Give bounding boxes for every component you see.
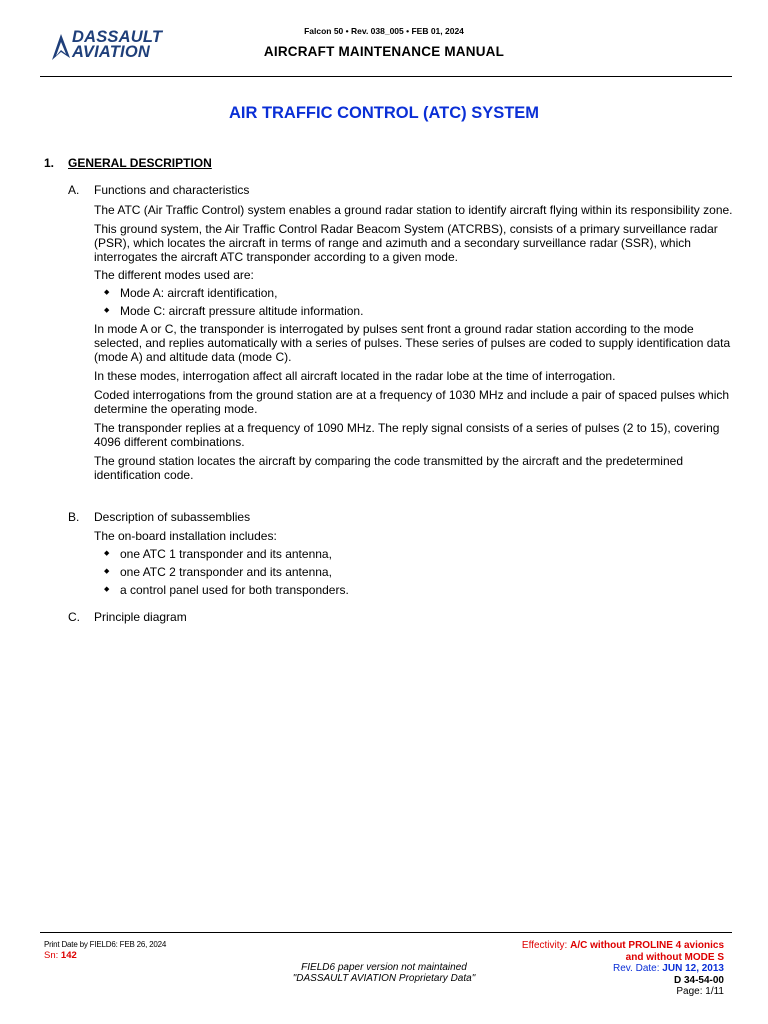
- subsection-a-title: Functions and characteristics: [94, 183, 250, 197]
- paragraph: Coded interrogations from the ground station are at a frequency of 1030 MHz and include a pair of spaced pulses which determine the operating mode.: [94, 388, 730, 416]
- footer-divider: [40, 932, 732, 933]
- proprietary-notice: FIELD6 paper version not maintained "DASSAULT AVIATION Proprietary Data": [292, 962, 476, 984]
- section-title: GENERAL DESCRIPTION: [68, 156, 212, 170]
- serial-number: [44, 950, 77, 961]
- subsection-a-body: [94, 203, 734, 482]
- serial-number-label: Sn:: [44, 950, 59, 961]
- subsection-c-title: Principle diagram: [94, 610, 187, 624]
- list-item: ◆ one ATC 2 transponder and its antenna,: [94, 565, 734, 579]
- paragraph: The transponder replies at a frequency of 1090 MHz. The reply signal consists of a series of pulses (2 to 15), covering 4096 different combinations.: [94, 421, 720, 449]
- paragraph: In mode A or C, the transponder is interrogated by pulses sent front a ground radar station according to the mode selected, and replies automatically with a series of pulses. These series of pulses are coded to supply identification data (mode A) and altitude data (mode C).: [94, 322, 731, 364]
- paragraph: The on-board installation includes:: [94, 529, 277, 543]
- revision-line: Falcon 50 • Rev. 038_005 • FEB 01, 2024: [304, 26, 464, 36]
- subsection-a-letter: A.: [68, 183, 80, 197]
- subsection-b-title: Description of subassemblies: [94, 510, 251, 524]
- print-date: Print Date by FIELD6: FEB 26, 2024: [44, 940, 167, 949]
- list-item: ◆ a control panel used for both transponders.: [94, 583, 734, 597]
- effectivity-line2: and without MODE S: [625, 951, 724, 963]
- logo-wordmark: DASSAULT AVIATION: [72, 28, 163, 61]
- section-number: 1.: [44, 156, 55, 170]
- document-reference: D 34-54-00: [673, 974, 724, 986]
- list-item: ◆ Mode A: aircraft identification,: [94, 286, 734, 300]
- paragraph: The ATC (Air Traffic Control) system enables a ground radar station to identify aircraft flying within its responsibility zone.: [94, 203, 733, 217]
- rev-date: Rev. Date: JUN 12, 2013: [613, 963, 724, 974]
- page-title: AIR TRAFFIC CONTROL (ATC) SYSTEM: [228, 104, 540, 122]
- paragraph: This ground system, the Air Traffic Control Radar Beacom System (ATCRBS), consists of a primary surveillance radar (PSR), which locates the aircraft in terms of range and azimuth and a secondary surveillance radar (SSR), which interrogates the aircraft ATC transponder according to a given mode.: [94, 222, 718, 264]
- list-item: ◆ one ATC 1 transponder and its antenna,: [94, 547, 734, 561]
- subsection-c-letter: C.: [68, 610, 80, 624]
- header-divider: [40, 76, 732, 77]
- footer-effectivity-block: [522, 940, 724, 998]
- page-number: Page: 1/11: [676, 986, 724, 997]
- paragraph: The different modes used are:: [94, 268, 254, 282]
- list-item: ◆ Mode C: aircraft pressure altitude information.: [94, 304, 734, 318]
- subsection-b-letter: B.: [68, 510, 80, 524]
- effectivity: Effectivity: A/C without PROLINE 4 avionics: [521, 940, 724, 951]
- paragraph: In these modes, interrogation affect all aircraft located in the radar lobe at the time of interrogation.: [94, 369, 616, 383]
- serial-number-value: 142: [60, 950, 77, 961]
- paragraph: The ground station locates the aircraft by comparing the code transmitted by the aircraft and the predetermined identification code.: [94, 454, 683, 482]
- manual-title: AIRCRAFT MAINTENANCE MANUAL: [263, 44, 505, 59]
- subsection-b-body: [94, 529, 734, 597]
